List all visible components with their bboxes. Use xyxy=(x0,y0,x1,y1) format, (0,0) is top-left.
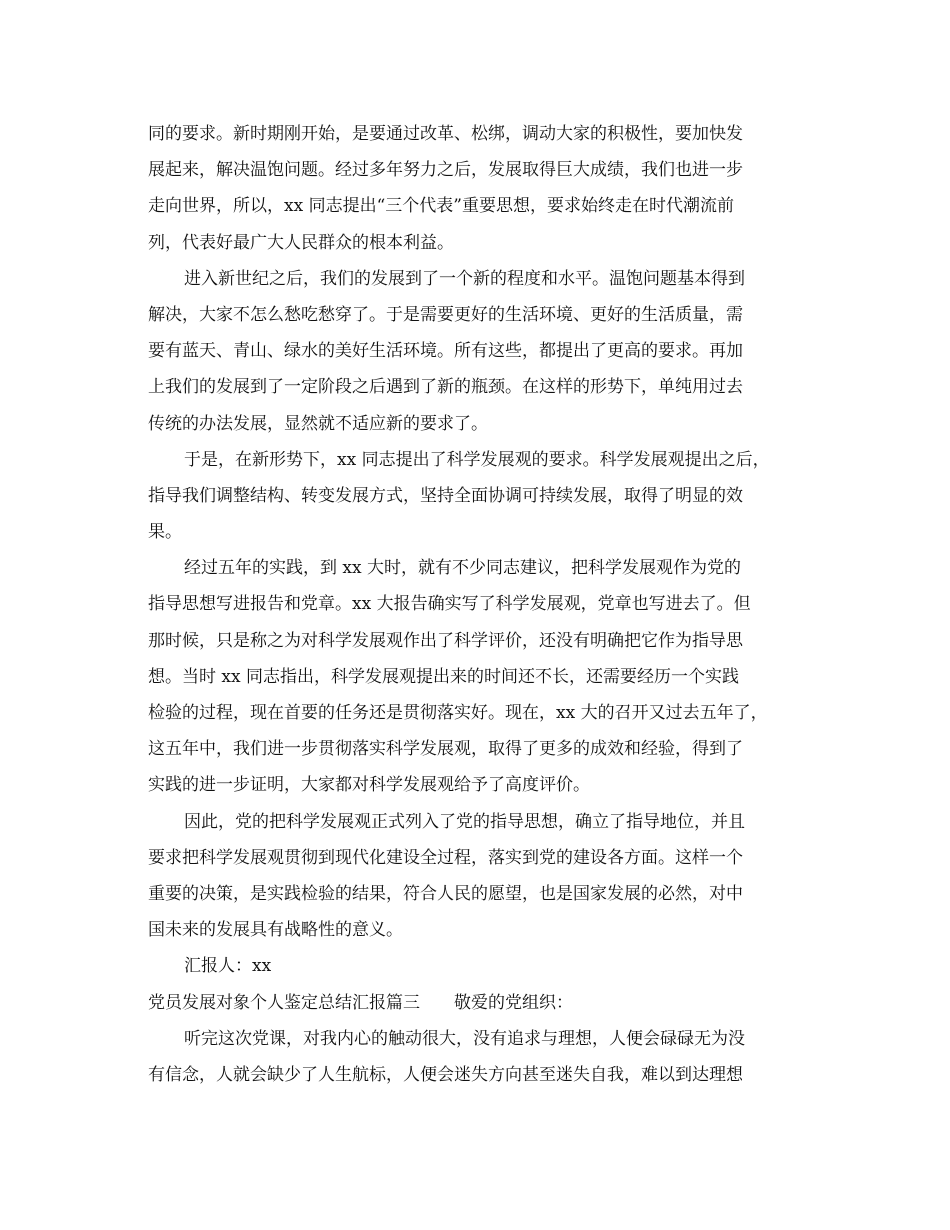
text-line: 实践的进一步证明，大家都对科学发展观给予了高度评价。 xyxy=(148,775,590,796)
text-line: 听完这次党课，对我内心的触动很大，没有追求与理想，人便会碌碌无为没 xyxy=(184,1028,745,1049)
text-line: 检验的过程，现在首要的任务还是贯彻落实好。现在，xx 大的召开又过去五年了， xyxy=(148,703,768,723)
text-line: 要求把科学发展观贯彻到现代化建设全过程，落实到党的建设各方面。这样一个 xyxy=(148,847,743,868)
text-line: 想。当时 xx 同志指出，科学发展观提出来的时间还不长，还需要经历一个实践 xyxy=(148,666,739,687)
text-line: 进入新世纪之后，我们的发展到了一个新的程度和水平。温饱问题基本得到 xyxy=(184,268,745,289)
text-line: 要有蓝天、青山、绿水的美好生活环境。所有这些，都提出了更高的要求。再加 xyxy=(148,341,743,362)
text-line: 重要的决策，是实践检验的结果，符合人民的愿望，也是国家发展的必然，对中 xyxy=(148,883,743,904)
text-line: 传统的办法发展，显然就不适应新的要求了。 xyxy=(148,413,488,434)
text-line: 汇报人：xx xyxy=(184,956,272,977)
text-line: 指导思想写进报告和党章。xx 大报告确实写了科学发展观，党章也写进去了。但 xyxy=(148,594,751,615)
text-line: 因此，党的把科学发展观正式列入了党的指导思想，确立了指导地位，并且 xyxy=(184,811,745,832)
text-line: 这五年中，我们进一步贯彻落实科学发展观，取得了更多的成效和经验，得到了 xyxy=(148,739,743,760)
document-body xyxy=(148,116,812,1093)
text-line: 列，代表好最广大人民群众的根本利益。 xyxy=(148,232,454,253)
text-line: 解决，大家不怎么愁吃愁穿了。于是需要更好的生活环境、更好的生活质量，需 xyxy=(148,304,743,325)
text-line: 指导我们调整结构、转变发展方式，坚持全面协调可持续发展，取得了明显的效 xyxy=(148,485,743,506)
text-line: 同的要求。新时期刚开始，是要通过改革、松绑，调动大家的积极性，要加快发 xyxy=(148,124,743,144)
text-line: 党员发展对象个人鉴定总结汇报篇三 敬爱的党组织： xyxy=(148,992,573,1013)
text-line: 展起来，解决温饱问题。经过多年努力之后，发展取得巨大成绩，我们也进一步 xyxy=(148,160,743,181)
text-line: 那时候，只是称之为对科学发展观作出了科学评价，还没有明确把它作为指导思 xyxy=(148,630,743,651)
text-line: 国未来的发展具有战略性的意义。 xyxy=(148,920,403,941)
text-line: 果。 xyxy=(148,522,182,543)
text-line: 于是，在新形势下，xx 同志提出了科学发展观的要求。科学发展观提出之后， xyxy=(184,449,770,470)
text-line: 有信念，人就会缺少了人生航标，人便会迷失方向甚至迷失自我，难以到达理想 xyxy=(148,1064,743,1085)
text-line: 走向世界，所以，xx 同志提出“三个代表”重要思想，要求始终走在时代潮流前 xyxy=(148,196,734,217)
text-line: 上我们的发展到了一定阶段之后遇到了新的瓶颈。在这样的形势下，单纯用过去 xyxy=(148,377,743,398)
text-line: 经过五年的实践，到 xx 大时，就有不少同志建议，把科学发展观作为党的 xyxy=(184,558,741,579)
